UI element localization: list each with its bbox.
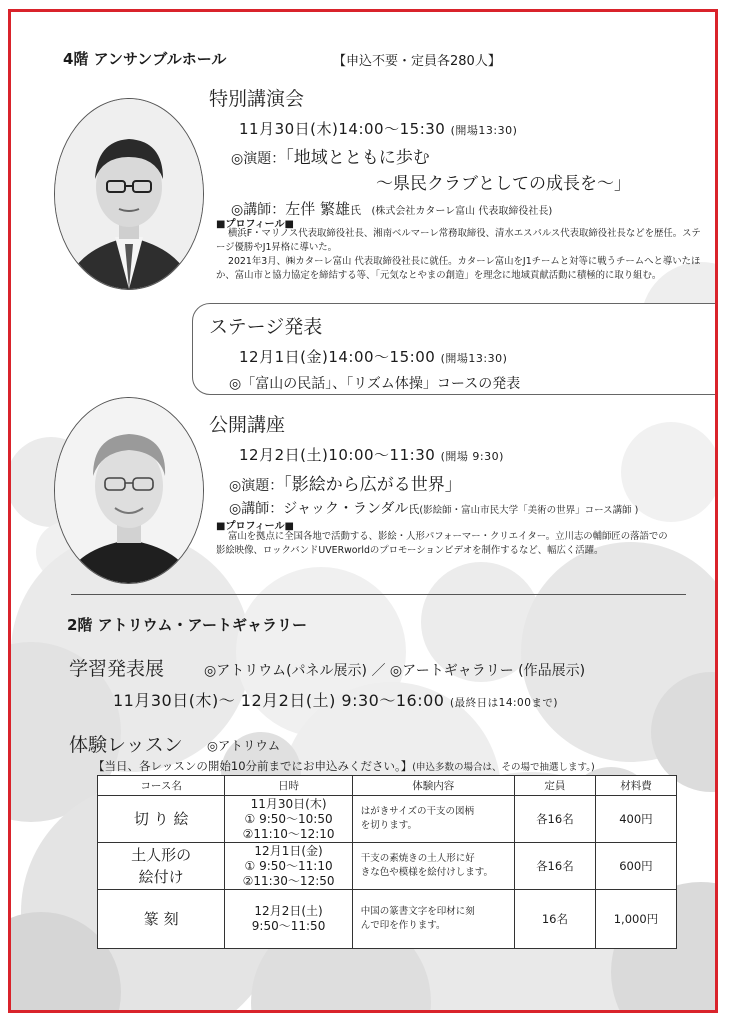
lecture-theme-line2: 〜県民クラブとしての成長を〜」 bbox=[376, 174, 631, 194]
exhibition-last-day: (最終日は14:00まで) bbox=[450, 697, 558, 709]
lecture-speaker-affiliation: (株式会社カターレ富山 代表取締役社長) bbox=[371, 206, 553, 217]
open-lecture-theme-text: 「影絵から広がる世界」 bbox=[283, 475, 462, 495]
open-lecture-speaker-label: ◎講師： bbox=[229, 501, 284, 517]
stage-title: ステージ発表 bbox=[209, 316, 323, 338]
open-lecture-date-open: (開場 9:30) bbox=[440, 450, 504, 463]
stage-content: ◎「富山の民話」、「リズム体操」コースの発表 bbox=[229, 376, 521, 392]
course-content: 中国の篆書文字を印材に刻 んで印を作ります。 bbox=[352, 890, 514, 949]
lecture-profile-p2: 2021年3月、㈱カターレ富山 代表取締役社長に就任。カターレ富山をJ1チームと対等に戦うチームへと導いたほか、富山市と協力協定を締結する等、「元気なとやまの創造」を理念に地域貢献活動に積極的に取り組む。 bbox=[216, 256, 701, 281]
lecture-profile-p1: 横浜F・マリノス代表取締役社長、湘南ベルマーレ常務取締役、清水エスパルス代表取締役社長などを歴任。ステージ優勝やJ1昇格に導いた。 bbox=[216, 228, 701, 253]
lecture-title: 特別講演会 bbox=[209, 88, 305, 110]
open-lecture-speaker-name: ジャック・ランダル bbox=[283, 501, 409, 517]
open-lecture-speaker-affiliation: (影絵師・富山市民大学「美術の世界」コース講師 ) bbox=[419, 505, 639, 516]
course-capacity: 各16名 bbox=[514, 843, 595, 890]
course-content: はがきサイズの干支の図柄 を切ります。 bbox=[352, 796, 514, 843]
lecture-theme-label: ◎演題： bbox=[231, 151, 286, 167]
open-lecture-theme bbox=[229, 470, 462, 495]
stage-date bbox=[239, 346, 507, 367]
course-schedule: 12月1日(金) ① 9:50〜11:10 ②11:30〜12:50 bbox=[225, 843, 352, 890]
open-lecture-speaker-suffix: 氏 bbox=[408, 503, 420, 516]
lessons-table bbox=[97, 775, 677, 949]
section-divider bbox=[71, 594, 686, 595]
table-row bbox=[98, 890, 677, 949]
col-header: 材料費 bbox=[595, 776, 676, 796]
course-schedule: 12月2日(土) 9:50〜11:50 bbox=[225, 890, 352, 949]
exhibition-venues: ◎アトリウム(パネル展示) ／ ◎アートギャラリー (作品展示) bbox=[204, 663, 586, 679]
floor4-note: 【申込不要・定員各280人】 bbox=[333, 54, 501, 69]
course-name: 土人形の 絵付け bbox=[98, 843, 225, 890]
lessons-header-row bbox=[98, 776, 677, 796]
stage-date-open: (開場13:30) bbox=[440, 352, 508, 365]
lessons-venue: ◎アトリウム bbox=[207, 738, 281, 753]
course-fee: 400円 bbox=[595, 796, 676, 843]
lessons-title: 体験レッスン bbox=[69, 734, 183, 756]
portrait-man-glasses-icon bbox=[55, 398, 203, 583]
open-lecture-date bbox=[239, 444, 504, 465]
poster-frame bbox=[8, 9, 718, 1013]
exhibition-title: 学習発表展 bbox=[69, 658, 165, 680]
speaker-portrait-2 bbox=[54, 397, 204, 584]
exhibition-dates bbox=[113, 688, 558, 711]
col-header: 日時 bbox=[225, 776, 352, 796]
lecture-date bbox=[239, 118, 517, 139]
table-row bbox=[98, 796, 677, 843]
open-lecture-profile: 富山を拠点に全国各地で活動する、影絵・人形パフォーマー・クリエイター。立川志の輔師匠の落語での影絵映像、ロックバンドUVERworldのプロモーションビデオを制作するなど、幅広く活躍。 bbox=[216, 531, 668, 556]
lecture-speaker-label: ◎講師： bbox=[231, 202, 286, 218]
lessons-notice bbox=[93, 758, 595, 774]
col-header: 体験内容 bbox=[352, 776, 514, 796]
lessons-notice-main: 【当日、各レッスンの開始10分前までにお申込みください。】 bbox=[93, 759, 413, 773]
open-lecture-profile-heading: ■プロフィール■ bbox=[216, 521, 294, 532]
floor2-heading: 2階 アトリウム・アートギャラリー bbox=[67, 616, 308, 634]
stage-date-main: 12月1日(金)14:00〜15:00 bbox=[239, 348, 436, 366]
lessons-notice-small: (申込多数の場合は、その場で抽選します。) bbox=[412, 762, 595, 773]
floor4-heading: 4階 アンサンブルホール bbox=[63, 50, 227, 68]
lecture-profile-heading: ■プロフィール■ bbox=[216, 219, 294, 230]
speaker-portrait-1 bbox=[54, 98, 204, 290]
course-name: 切 り 絵 bbox=[98, 796, 225, 843]
lecture-date-main: 11月30日(木)14:00〜15:30 bbox=[239, 120, 446, 138]
lecture-theme-line1: 「地域とともに歩む bbox=[285, 148, 430, 168]
open-lecture-date-main: 12月2日(土)10:00〜11:30 bbox=[239, 446, 436, 464]
course-fee: 1,000円 bbox=[595, 890, 676, 949]
lecture-date-open: (開場13:30) bbox=[450, 124, 518, 137]
table-row bbox=[98, 843, 677, 890]
course-name: 篆 刻 bbox=[98, 890, 225, 949]
col-header: 定員 bbox=[514, 776, 595, 796]
course-content: 干支の素焼きの土人形に好 きな色や模様を絵付けします。 bbox=[352, 843, 514, 890]
course-fee: 600円 bbox=[595, 843, 676, 890]
col-header: コース名 bbox=[98, 776, 225, 796]
portrait-man-suit-icon bbox=[55, 99, 203, 289]
open-lecture-title: 公開講座 bbox=[209, 414, 286, 436]
course-capacity: 各16名 bbox=[514, 796, 595, 843]
course-schedule: 11月30日(木) ① 9:50〜10:50 ②11:10〜12:10 bbox=[225, 796, 352, 843]
lecture-speaker-name: 左伴 繁雄 bbox=[285, 200, 350, 218]
open-lecture-theme-label: ◎演題： bbox=[229, 478, 284, 494]
lecture-speaker-suffix: 氏 bbox=[350, 204, 361, 217]
lecture-theme bbox=[231, 143, 430, 168]
open-lecture-speaker bbox=[229, 498, 638, 518]
exhibition-dates-main: 11月30日(木)〜 12月2日(土) 9:30〜16:00 bbox=[113, 691, 445, 710]
course-capacity: 16名 bbox=[514, 890, 595, 949]
